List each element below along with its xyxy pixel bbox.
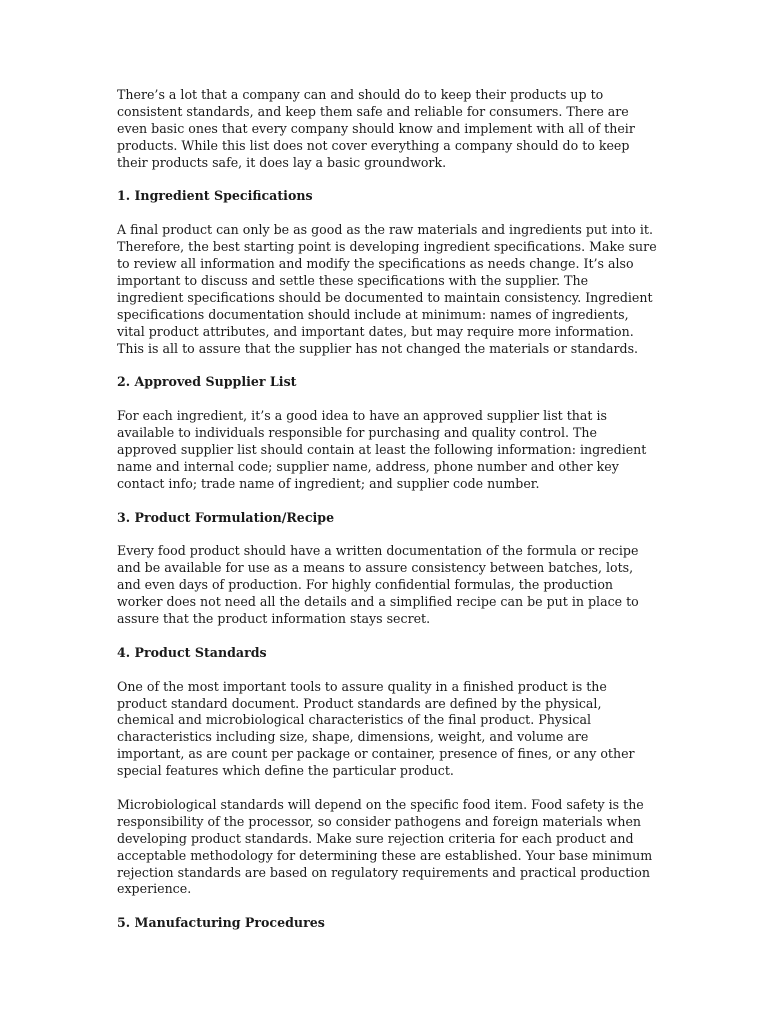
section-paragraph: For each ingredient, it’s a good idea to have an approved supplier list that is available to individuals responsible for purchasing and quality control. The approved supplier list should contain at least the following information: ingredient name and internal code; supplier name, address, phone number and other key contact info; trade name of ingredient; and supplier code number. bbox=[117, 408, 647, 491]
section-paragraph: Every food product should have a written documentation of the formula or recipe and be available for use as a means to assure consistency between batches, lots, and even days of production. For highly confidential formulas, the production worker does not need all the details and a simplified recipe can be put in place to assure that the product information stays secret. bbox=[117, 543, 639, 626]
section-paragraph: Microbiological standards will depend on the specific food item. Food safety is the responsibility of the processor, so consider pathogens and foreign materials when developing product standards. Make sure rejection criteria for each product and acceptable methodology for determining these are established. Your base minimum rejection standards are based on regulatory requirements and practical production experience. bbox=[117, 796, 653, 897]
section-paragraph: A final product can only be as good as the raw materials and ingredients put into it. Therefore, the best starting point is developing ingredient specifications. Make sure to review all information and modify the specifications as needs change. It’s also important to discuss and settle these specifications with the supplier. The ingredient specifications should be documented to maintain consistency. Ingredient specifications documentation should include at minimum: names of ingredients, vital product attributes, and important dates, but may require more information. This is all to assure that the supplier has not changed the materials or standards. bbox=[117, 222, 657, 356]
section-paragraph: One of the most important tools to assure quality in a finished product is the product standard document. Product standards are defined by the physical, chemical and microbiological characteristics of the final product. Physical characteristics including size, shape, dimensions, weight, and volume are important, as are count per package or container, presence of fines, or any other special features which define the particular product. bbox=[117, 678, 635, 779]
section-heading-approved-supplier-list: 2. Approved Supplier List bbox=[117, 374, 297, 390]
section-heading-product-formulation: 3. Product Formulation/Recipe bbox=[117, 509, 335, 525]
section-heading-product-standards: 4. Product Standards bbox=[117, 644, 267, 660]
section-heading-manufacturing-procedures: 5. Manufacturing Procedures bbox=[117, 915, 325, 931]
section-heading-ingredient-specifications: 1. Ingredient Specifications bbox=[117, 188, 313, 204]
intro-paragraph: There’s a lot that a company can and should do to keep their products up to consistent standards, and keep them safe and reliable for consumers. There are even basic ones that every company should know and implement with all of their products. While this list does not cover everything a company should do to keep their products safe, it does lay a basic groundwork. bbox=[117, 87, 635, 170]
document-body bbox=[117, 87, 657, 949]
